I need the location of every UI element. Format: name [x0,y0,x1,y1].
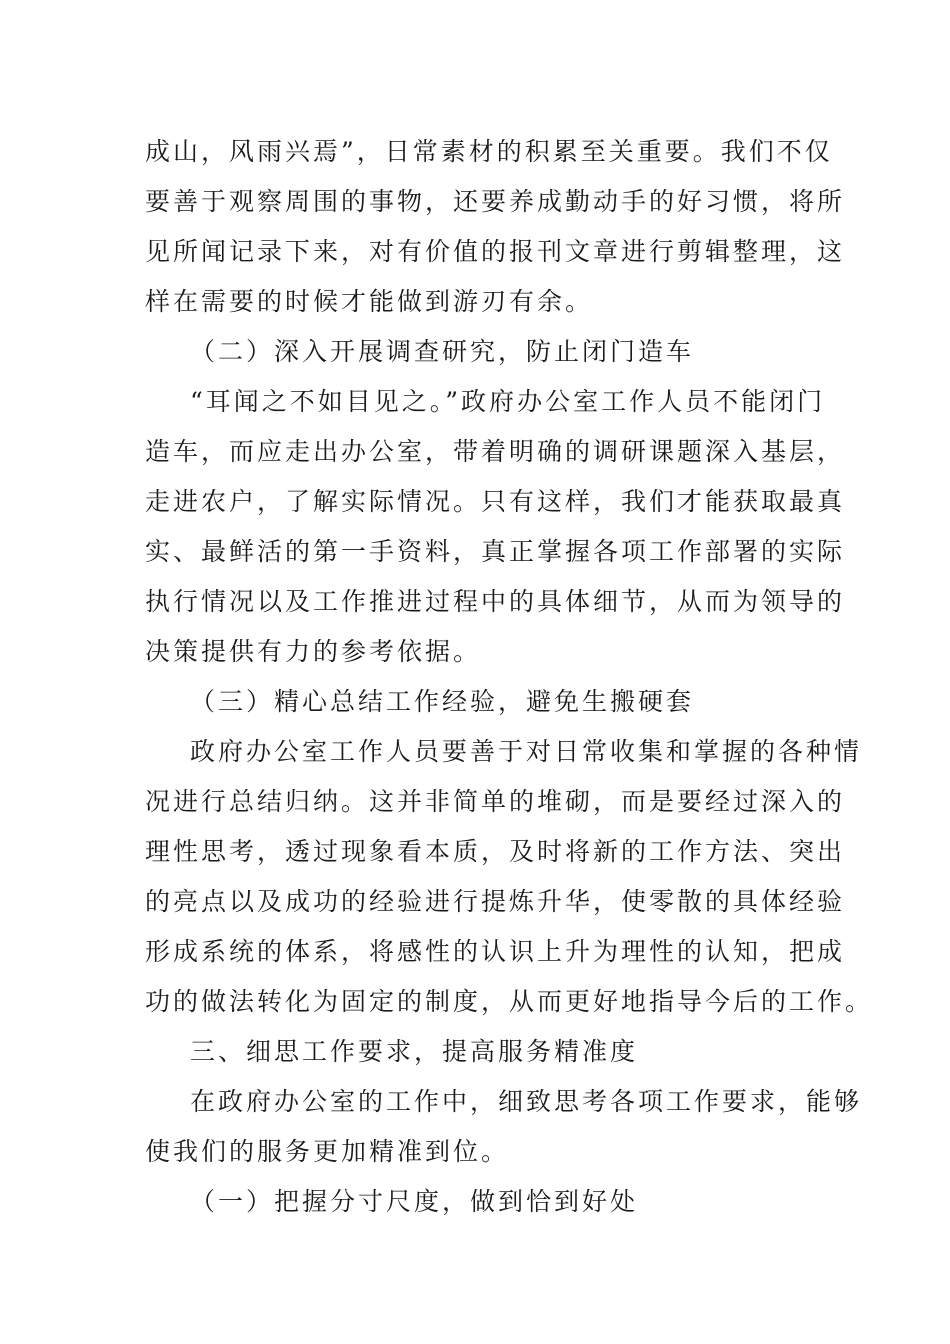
body-text-line: 样在需要的时候才能做到游刃有余。 [145,287,594,316]
body-text-line: 要善于观察周围的事物，还要养成勤动手的好习惯，将所 [145,187,846,216]
body-text-line: 见所闻记录下来，对有价值的报刊文章进行剪辑整理，这 [145,237,846,266]
section-heading: （三）精心总结工作经验，避免生搬硬套 [190,687,695,716]
body-text-line: 决策提供有力的参考依据。 [145,637,482,666]
section-heading: （二）深入开展调查研究，防止闭门造车 [190,337,695,366]
body-text-line: 执行情况以及工作推进过程中的具体细节，从而为领导的 [145,587,846,616]
body-text-line: 形成系统的体系，将感性的认识上升为理性的认知，把成 [145,937,846,966]
body-text-line: 政府办公室工作人员要善于对日常收集和掌握的各种情 [190,737,863,766]
body-text-line: 使我们的服务更加精准到位。 [145,1137,510,1166]
body-text-line: 成山，风雨兴焉”，日常素材的积累至关重要。我们不仅 [145,137,833,166]
body-text-line: “耳闻之不如目见之。”政府办公室工作人员不能闭门 [190,387,826,416]
section-heading: 三、细思工作要求，提高服务精准度 [190,1037,639,1066]
section-heading: （一）把握分寸尺度，做到恰到好处 [190,1187,639,1216]
body-text-line: 造车，而应走出办公室，带着明确的调研课题深入基层， [145,437,846,466]
body-text-line: 在政府办公室的工作中，细致思考各项工作要求，能够 [190,1087,863,1116]
body-text-line: 况进行总结归纳。这并非简单的堆砌，而是要经过深入的 [145,787,846,816]
body-text-line: 理性思考，透过现象看本质，及时将新的工作方法、突出 [145,837,846,866]
body-text-line: 的亮点以及成功的经验进行提炼升华，使零散的具体经验 [145,887,846,916]
body-text-line: 功的做法转化为固定的制度，从而更好地指导今后的工作。 [145,987,874,1016]
body-text-line: 实、最鲜活的第一手资料，真正掌握各项工作部署的实际 [145,537,846,566]
body-text-line: 走进农户，了解实际情况。只有这样，我们才能获取最真 [145,487,846,516]
